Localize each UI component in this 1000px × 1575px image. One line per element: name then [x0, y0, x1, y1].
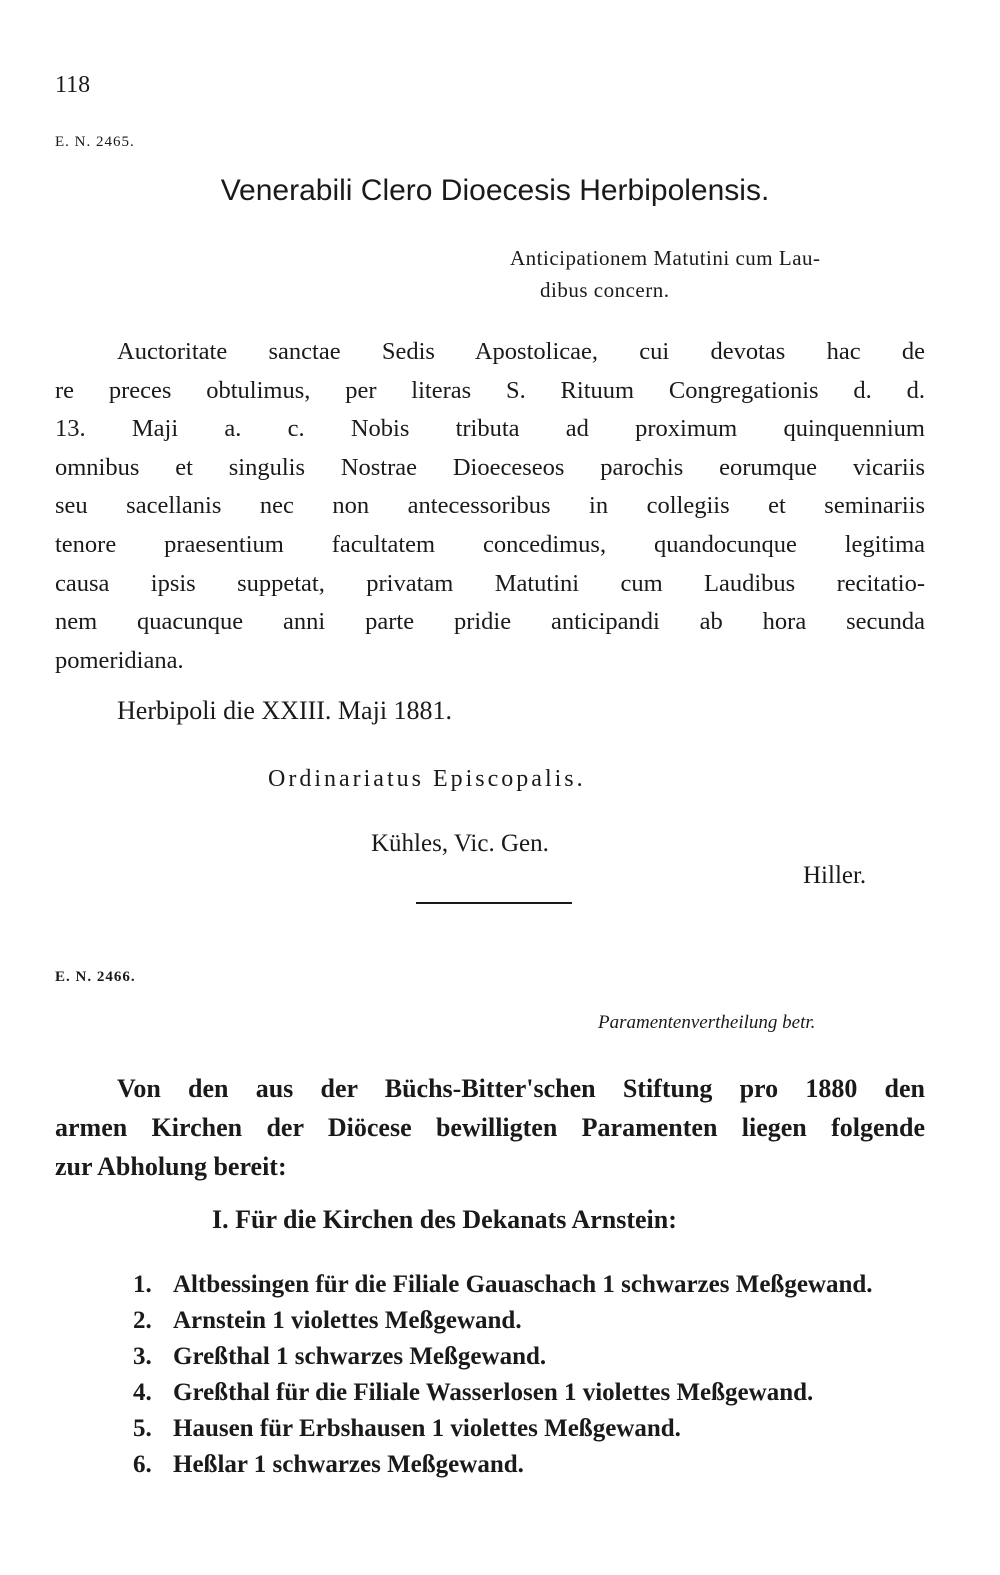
body-line: Auctoritate sanctae Sedis Apostolicae, cui devotas hac de — [117, 338, 925, 365]
list-item — [133, 1447, 873, 1483]
notice-body — [55, 1069, 925, 1186]
body-line: causa ipsis suppetat, privatam Matutini cum Laudibus recitatio- — [55, 569, 925, 597]
body-line: pomeridiana. — [55, 646, 184, 674]
list-item — [133, 1375, 873, 1411]
subject-line: Anticipationem Matutini cum Lau- — [510, 246, 821, 270]
item-text: Hausen für Erbshausen 1 violettes Meßgewand. — [173, 1415, 681, 1442]
body-line: tenore praesentium facultatem concedimus, quandocunque legitima — [55, 530, 925, 558]
list-item — [133, 1267, 873, 1303]
list-item — [133, 1303, 873, 1339]
item-number: 1. — [133, 1271, 152, 1298]
body-line: omnibus et singulis Nostrae Dioeceseos parochis eorumque vicariis — [55, 453, 925, 481]
body-line: 13. Maji a. c. Nobis tributa ad proximum quinquennium — [55, 415, 925, 443]
page-number: 118 — [55, 72, 91, 98]
item-text: Greßthal 1 schwarzes Meßgewand. — [173, 1343, 547, 1370]
date-line: Herbipoli die XXIII. Maji 1881. — [117, 696, 453, 725]
list-item — [133, 1339, 873, 1375]
section-divider — [416, 902, 572, 904]
body-line: Von den aus der Büchs-Bitter'schen Stiftung pro 1880 den — [117, 1074, 925, 1103]
decree-body — [55, 333, 925, 680]
notice-reference: E. N. 2466. — [55, 969, 136, 985]
body-line: armen Kirchen der Diöcese bewilligten Paramenten liegen folgende — [55, 1113, 925, 1142]
item-text: Greßthal für die Filiale Wasserlosen 1 violettes Meßgewand. — [173, 1379, 814, 1406]
decree-subject — [510, 242, 930, 306]
decree-title: Venerabili Clero Dioecesis Herbipolensis. — [220, 174, 770, 207]
item-number: 4. — [133, 1379, 152, 1406]
signature-vicar: Kühles, Vic. Gen. — [371, 830, 549, 857]
subject-line: dibus concern. — [540, 278, 670, 302]
body-line: re preces obtulimus, per literas S. Rituum Congregationis d. d. — [55, 376, 925, 404]
item-number: 6. — [133, 1451, 152, 1478]
notice-subject: Paramentenvertheilung betr. — [598, 1012, 816, 1033]
item-text: Heßlar 1 schwarzes Meßgewand. — [173, 1451, 524, 1478]
body-line: seu sacellanis nec non antecessoribus in collegiis et seminariis — [55, 492, 925, 520]
vestment-list — [133, 1267, 873, 1483]
issuer: Ordinariatus Episcopalis. — [268, 766, 586, 792]
item-number: 2. — [133, 1307, 152, 1334]
decree-reference: E. N. 2465. — [55, 134, 135, 150]
signature-secretary: Hiller. — [803, 862, 867, 889]
body-line: nem quacunque anni parte pridie anticipandi ab hora secunda — [55, 608, 925, 636]
item-text: Arnstein 1 violettes Meßgewand. — [173, 1307, 522, 1334]
item-number: 5. — [133, 1415, 152, 1442]
item-text: Altbessingen für die Filiale Gauaschach 1 schwarzes Meßgewand. — [173, 1271, 873, 1298]
list-item — [133, 1411, 873, 1447]
item-number: 3. — [133, 1343, 152, 1370]
body-line: zur Abholung bereit: — [55, 1152, 287, 1181]
deanery-heading: I. Für die Kirchen des Dekanats Arnstein: — [212, 1205, 677, 1234]
